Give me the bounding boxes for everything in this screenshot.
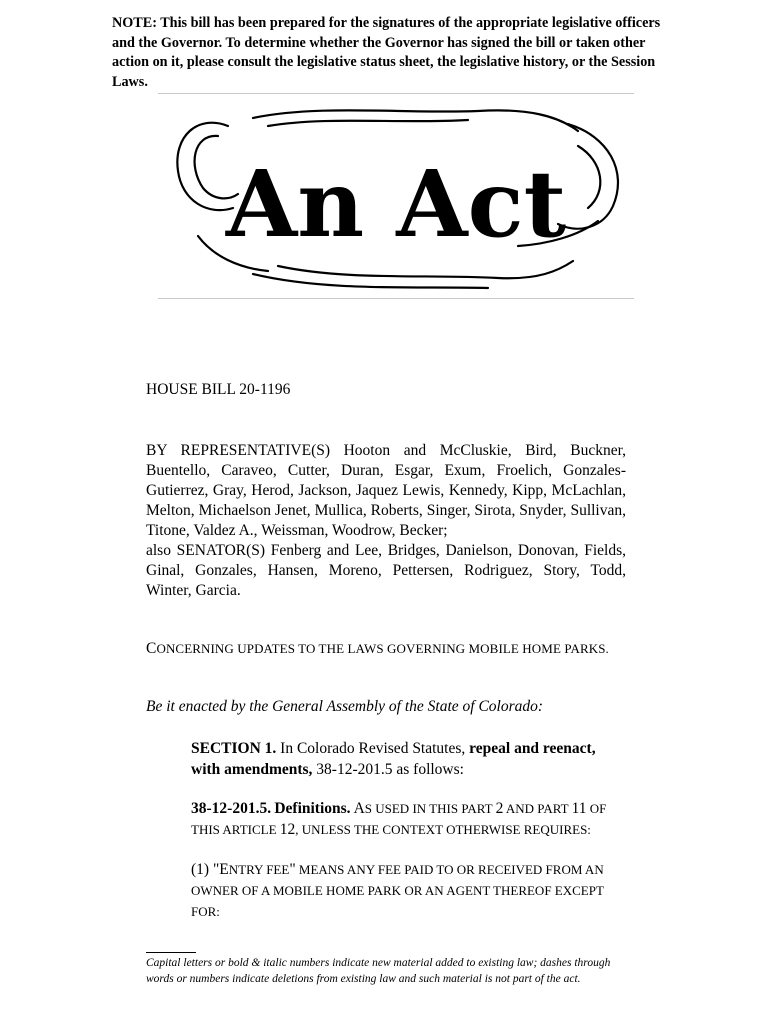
definitions-d: AND PART: [503, 801, 572, 816]
representatives: BY REPRESENTATIVE(S) Hooton and McCluskie, Bird, Buckner, Buentello, Caraveo, Cutter, Duran, Esgar, Exum, Froelich, Gonzales-Gutierrez, Gray, Herod, Jackson, Jaquez Lewis, Kennedy, Kipp, McLachlan, Melton, Michaelson Jenet, Mullica, Roberts, Singer, Sirota, Snyder, Sullivan, Titone, Valdez A., Weissman, Woodrow, Becker;: [146, 442, 626, 539]
definitions-heading: Definitions.: [274, 800, 351, 817]
item-1-quote: "E: [209, 861, 229, 878]
definitions-number: 38-12-201.5.: [191, 800, 272, 817]
enacting-clause: Be it enacted by the General Assembly of the State of Colorado:: [146, 698, 544, 715]
definitions-h: , UNLESS THE CONTEXT OTHERWISE REQUIRES:: [295, 822, 591, 837]
definitions-a: A: [350, 800, 365, 817]
bill-title: [146, 640, 609, 658]
section-1-text-b: 38-12-201.5 as follows:: [312, 761, 464, 778]
an-act-banner: [158, 96, 634, 296]
title-initial: C: [146, 640, 157, 657]
footnote: Capital letters or bold & italic numbers indicate new material added to existing law; dashes through words or numbers indicate deletions from existing law and such material is not part of the act.: [146, 957, 611, 985]
sponsors: [146, 441, 626, 601]
section-1-bold: repeal and reenact, with amendments,: [191, 740, 596, 778]
section-1: [146, 738, 628, 780]
footnote-rule: [146, 952, 196, 953]
definitions-c: 2: [495, 800, 504, 817]
definitions-f: OF THIS ARTICLE: [191, 801, 607, 837]
an-act-flourish: [158, 96, 634, 296]
senators: also SENATOR(S) Fenberg and Lee, Bridges, Danielson, Donovan, Fields, Ginal, Gonzales, Hansen, Moreno, Pettersen, Rodriguez, Story, Todd, Winter, Garcia.: [146, 542, 626, 599]
definitions-g: 12: [279, 821, 296, 838]
definitions-e: 11: [571, 800, 587, 817]
signature-note: NOTE: This bill has been prepared for the signatures of the appropriate legislative officers and the Governor. To determine whether the Governor has signed the bill or taken other action on it, please consult the legislative status sheet, the legislative history, or the Session Laws.: [112, 15, 661, 90]
title-rest: ONCERNING UPDATES TO THE LAWS GOVERNING MOBILE HOME PARKS.: [156, 641, 609, 656]
bill-number: HOUSE BILL 20-1196: [146, 381, 291, 398]
banner-bottom-rule: [158, 298, 634, 299]
item-1-number: (1): [191, 861, 210, 878]
definitions-b: S USED IN THIS PART: [364, 801, 496, 816]
definition-item-1: [146, 859, 628, 922]
banner-top-rule: [158, 93, 634, 94]
item-1-b: ": [289, 861, 296, 878]
section-1-heading: SECTION 1.: [191, 740, 277, 757]
item-1-a: NTRY FEE: [228, 862, 290, 877]
an-act-text: An Act: [225, 150, 567, 258]
section-1-text-a: In Colorado Revised Statutes,: [276, 740, 470, 757]
item-1-c: MEANS ANY FEE PAID TO OR RECEIVED FROM AN OWNER OF A MOBILE HOME PARK OR AN AGENT THEREOF EXCEPT FOR:: [191, 862, 604, 919]
definitions-section: [146, 798, 628, 840]
